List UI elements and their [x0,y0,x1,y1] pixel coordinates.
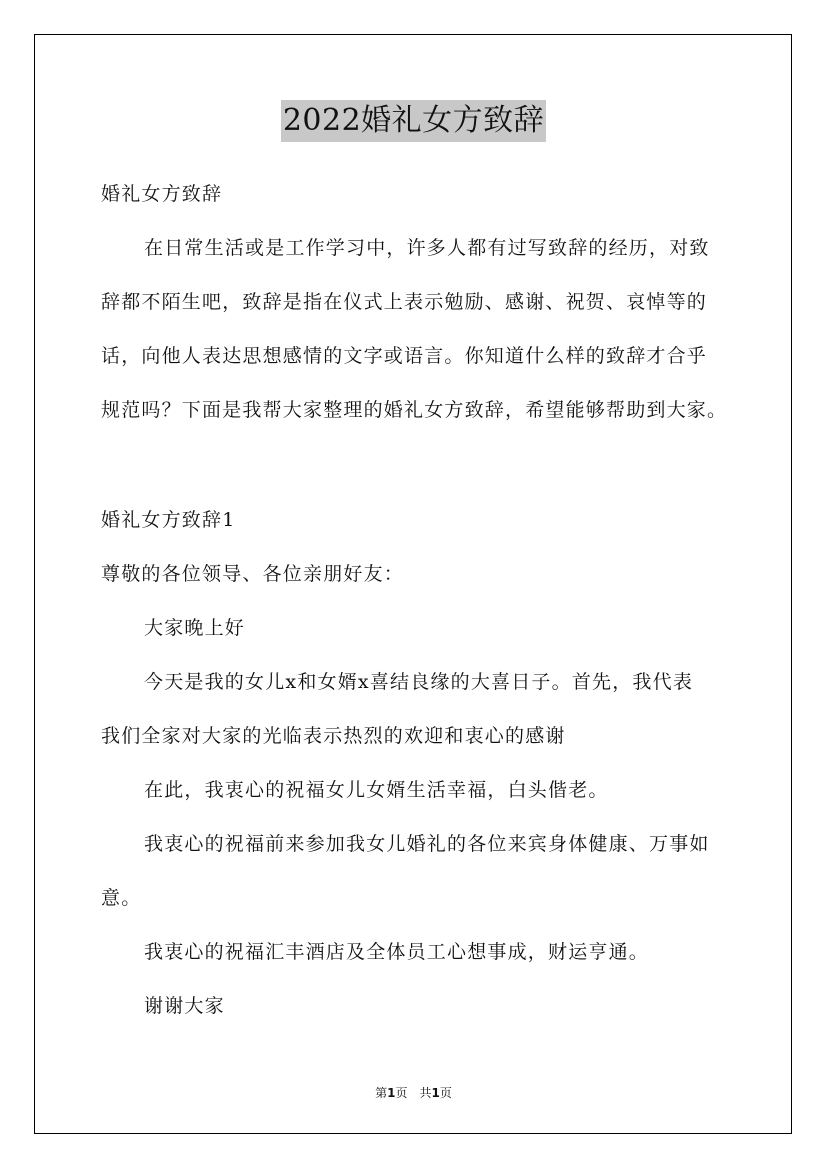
paragraph-3-line-1: 我衷心的祝福前来参加我女儿婚礼的各位来宾身体健康、万事如 [144,833,710,855]
paragraph-3-line-2: 意。 [101,887,142,909]
footer-page-suffix: 页 [439,1086,452,1100]
paragraph-1-line-2: 我们全家对大家的光临表示热烈的欢迎和衷心的感谢 [101,725,566,747]
subheading: 婚礼女方致辞 [101,183,223,205]
page-footer [0,1085,827,1101]
paragraph-1-line-1: 今天是我的女儿x和女婿x喜结良缘的大喜日子。首先，我代表 [144,671,694,693]
closing: 谢谢大家 [144,995,225,1017]
footer-page-total: 1 [431,1086,440,1100]
paragraph-4: 我衷心的祝福汇丰酒店及全体员工心想事成，财运亨通。 [144,941,650,963]
footer-page-current: 1 [387,1086,396,1100]
footer-page-prefix: 第 [375,1086,388,1100]
footer-page-mid: 页 共 [395,1086,432,1100]
salutation: 尊敬的各位领导、各位亲朋好友： [101,563,405,585]
intro-line-2: 辞都不陌生吧，致辞是指在仪式上表示勉励、感谢、祝贺、哀悼等的 [101,291,708,313]
section-title: 婚礼女方致辞1 [101,509,236,531]
intro-line-1: 在日常生活或是工作学习中，许多人都有过写致辞的经历，对致 [144,237,710,259]
paragraph-2: 在此，我衷心的祝福女儿女婿生活幸福，白头偕老。 [144,779,609,801]
document-title: 2022婚礼女方致辞 [281,100,546,142]
intro-line-3: 话，向他人表达思想感情的文字或语言。你知道什么样的致辞才合乎 [101,345,708,367]
title-container [0,100,827,142]
intro-line-4: 规范吗？下面是我帮大家整理的婚礼女方致辞，希望能够帮助到大家。 [101,399,728,421]
greeting: 大家晚上好 [144,617,246,639]
